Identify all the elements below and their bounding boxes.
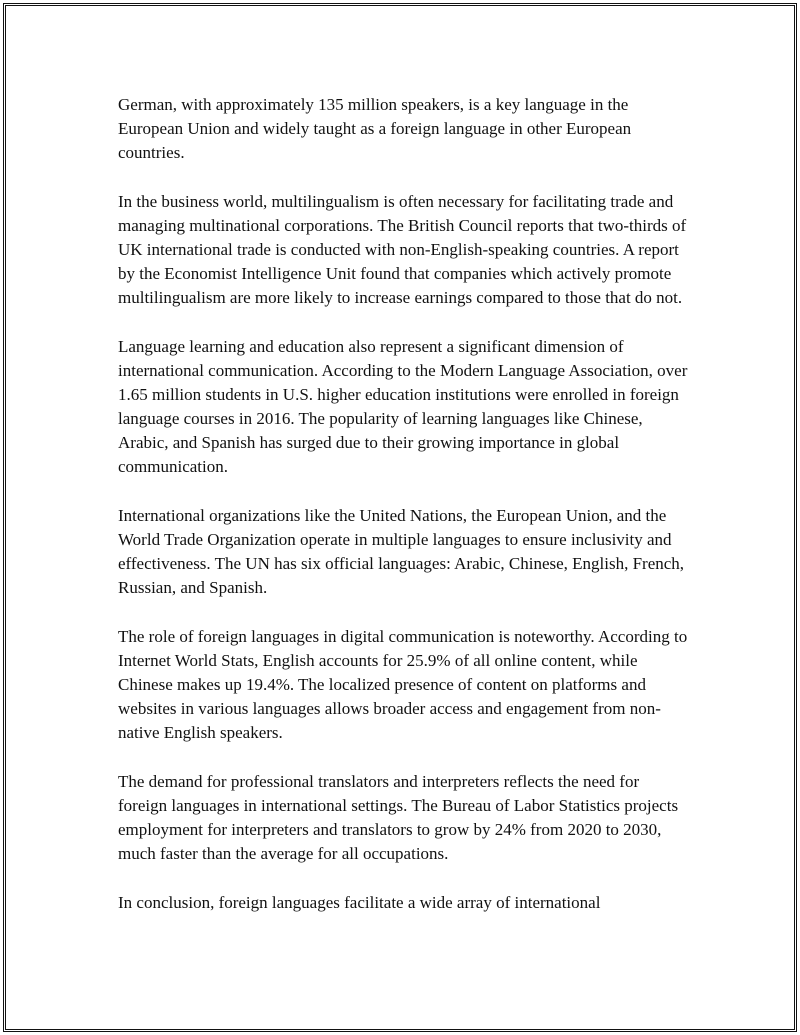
paragraph-organizations: International organizations like the United Nations, the European Union, and the World Trade Organization operate in multiple languages to ensure inclusivity and effectiveness. The UN has six official languages: Arabic, Chinese, English, French, Russian, and Spanish. [118,505,685,598]
paragraph-education: Language learning and education also represent a significant dimension of international communication. According to the Modern Language Association, over 1.65 million students in U.S. higher education institutions were enrolled in foreign language courses in 2016. The popularity of learning languages like Chinese, Arabic, and Spanish has surged due to their growing importance in global communication. [118,336,688,477]
document-body [118,93,690,939]
paragraph-business: In the business world, multilingualism is often necessary for facilitating trade and managing multinational corporations. The British Council reports that two-thirds of UK international trade is conducted with non-English-speaking countries. A report by the Economist Intelligence Unit found that companies which actively promote multilingualism are more likely to increase earnings compared to those that do not. [118,191,687,308]
paragraph-german: German, with approximately 135 million speakers, is a key language in the European Union and widely taught as a foreign language in other European countries. [118,95,632,163]
paragraph-conclusion: In conclusion, foreign languages facilitate a wide array of international [118,892,601,912]
paragraph-translators: The demand for professional translators and interpreters reflects the need for foreign languages in international settings. The Bureau of Labor Statistics projects employment for interpreters and translators to grow by 24% from 2020 to 2030, much faster than the average for all occupations. [118,771,679,863]
paragraph-digital: The role of foreign languages in digital communication is noteworthy. According to Internet World Stats, English accounts for 25.9% of all online content, while Chinese makes up 19.4%. The localized presence of content on platforms and websites in various languages allows broader access and engagement from non-native English speakers. [118,626,688,743]
